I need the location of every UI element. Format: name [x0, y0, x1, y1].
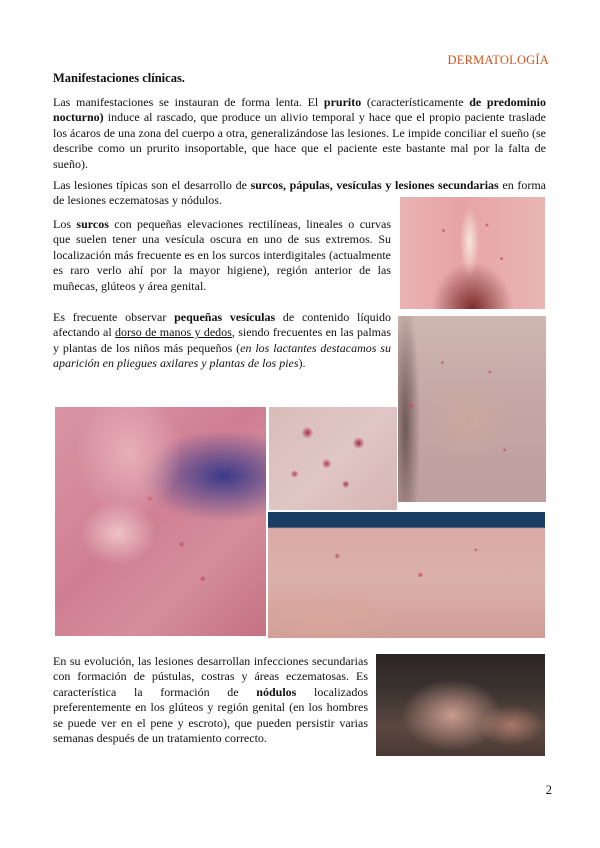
text-run: , siendo frecuentes en las palmas y plantas de los niños más pequeños (: [53, 325, 391, 355]
text-run: ).: [298, 356, 306, 371]
italic-note: en los lactantes destacamos su aparición en pliegues axilares y plantas de los pies: [53, 340, 391, 371]
text-run: Los: [53, 217, 77, 231]
photo-genital-nodules: [376, 654, 545, 756]
text-run: localizados preferentemente en los glúteos y región genital (en los hombres se puede ver en el pene y escroto), que pueden persistir varias semanas después de un tratamiento correcto.: [53, 684, 368, 746]
paragraph-vesiculas: [53, 310, 391, 372]
page-number: 2: [545, 783, 552, 797]
bold-term-surcos: surcos: [76, 217, 109, 231]
underlined-term: dorso de manos y dedos: [115, 325, 232, 340]
photo-chest-papules: [398, 316, 546, 502]
bold-term-lesions: surcos, pápulas, vesículas y lesiones secundarias: [250, 178, 499, 192]
section-heading: Manifestaciones clínicas.: [53, 71, 185, 85]
photo-forearm-lesions: [268, 512, 545, 638]
text-run: induce al rascado, que produce un alivio temporal y hace que el propio paciente traslade los ácaros de una zona del cuerpo a otra, generalizándose las lesiones. Le impide conciliar el sueño (se describe como un prurito insoportable, que hace que el paciente este bastante mal por la falta de sueño).: [53, 110, 546, 171]
bold-term-prurito: prurito: [323, 95, 362, 109]
photo-infant-arm: [55, 407, 266, 636]
paragraph-surcos: [53, 217, 391, 294]
text-run: con pequeñas elevaciones rectilíneas, lineales o curvas que suelen tener una vesícula oscura en uno de sus extremos. Su localización más frecuente es en los surcos interdigitales (actualmente es raro verlo ahí por la mayor higiene), región anterior de las muñecas, glúteos y área genital.: [53, 217, 392, 293]
text-run: (característicamente: [361, 95, 470, 109]
text-run: En su evolución, las lesiones desarrollan infecciones secundarias con formación de pústulas, costras y áreas eczematosas. Es característica la formación de: [53, 654, 368, 699]
bold-term-vesiculas: pequeñas vesículas: [174, 310, 276, 324]
bold-term-nocturno: de predominio nocturno): [53, 95, 546, 125]
photo-vesicles-closeup: [269, 407, 397, 510]
text-run: Es frecuente observar: [53, 310, 175, 324]
paragraph-pruritus: [53, 95, 546, 172]
section-header: DERMATOLOGÍA: [447, 53, 549, 67]
paragraph-evolucion: [53, 654, 368, 746]
text-run: Las manifestaciones se instauran de forma lenta. El: [53, 95, 324, 109]
text-run: Las lesiones típicas son el desarrollo de: [53, 178, 251, 192]
text-run: en forma de lesiones eczematosas y nódulos.: [53, 178, 547, 208]
photo-neck-burrows: [400, 197, 545, 309]
text-run: de contenido líquido afectando al: [53, 310, 391, 340]
bold-term-nodulos: nódulos: [256, 684, 297, 699]
